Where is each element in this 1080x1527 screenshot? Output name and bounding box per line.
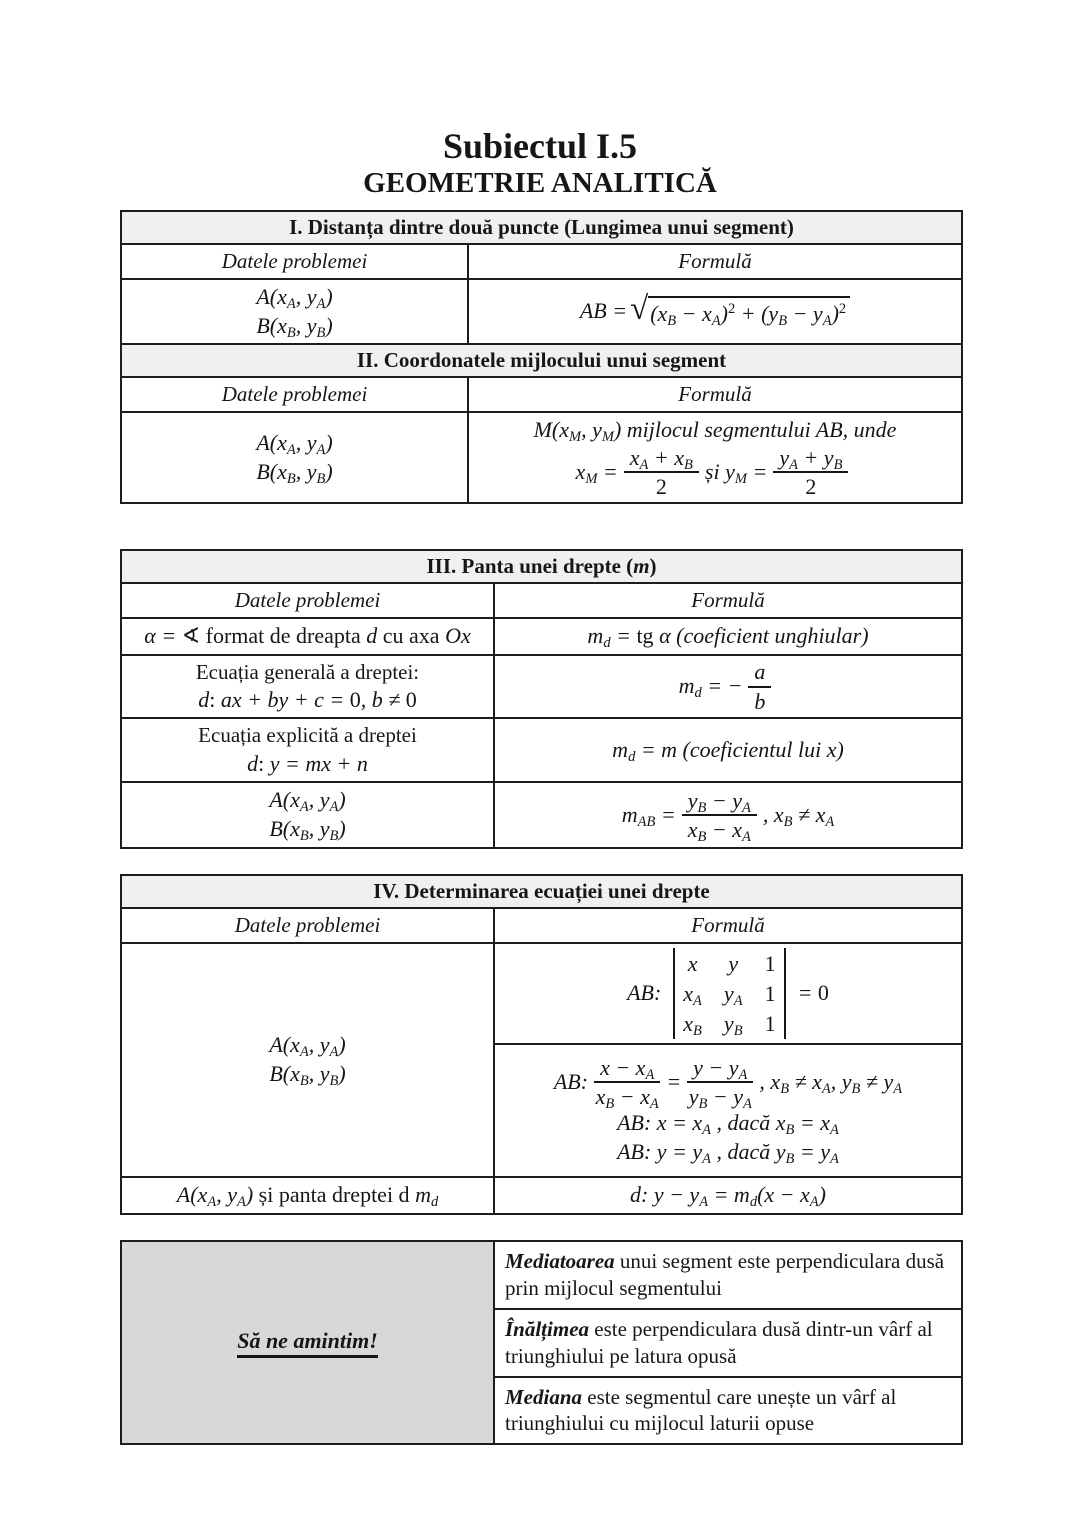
matrix-cell: $x_B$ [683, 1011, 702, 1039]
cell-explicit-equation-data [122, 719, 495, 781]
distance-formula [579, 290, 850, 329]
section-header-slope: III. Panta unei drepte ( m ) [122, 551, 961, 584]
x-ratio-fraction [594, 1055, 660, 1110]
general-equation: d: ax + by + c = 0, b ≠ 0 [198, 686, 417, 712]
cell-points-ab [122, 280, 469, 343]
ratio-conditions: , $x_B \ne x_A$, $y_B \ne y_A$ [759, 1068, 903, 1097]
md-lhs: $m_d$ = − [678, 673, 743, 701]
row-explicit-equation [122, 719, 961, 783]
cell-general-equation-data [122, 656, 495, 718]
point-a: $A(x_A$, $y_A$) [256, 284, 333, 312]
xm-lhs: $x_M$ = [575, 458, 618, 487]
xm-denominator: 2 [655, 474, 667, 500]
cell-points-ab [122, 413, 469, 502]
midpoint-definition: $M(x_M$, $y_M$) mijlocul segmentului AB, unde [533, 417, 897, 445]
cell-distance-formula [469, 280, 961, 343]
cell-angle-data [122, 619, 495, 654]
row-two-point-equation [122, 944, 961, 1178]
page-subtitle: GEOMETRIE ANALITICĂ [363, 167, 717, 199]
matrix-cell: $x_A$ [683, 981, 702, 1009]
table-slope [120, 549, 963, 849]
definition-text: Înălțimea este perpendiculara dusă dintr-un vârf al triunghiului pe latura opusă [505, 1316, 933, 1368]
determinant-subcell [495, 944, 961, 1043]
matrix-cell: y [728, 951, 739, 976]
explicit-equation: d: y = mx + n [247, 750, 368, 776]
equals-sign: = [666, 1068, 682, 1094]
section-header-line-equation: IV. Determinarea ecuației unei drepte [122, 876, 961, 909]
y-ratio-fraction [687, 1055, 753, 1110]
point-a: $A(x_A$, $y_A$) [269, 787, 346, 816]
fraction-numerator: $y - y_A$ [687, 1055, 753, 1083]
col-header-formula: Formulă [678, 249, 752, 273]
determinant-lhs: AB: [627, 980, 662, 1006]
column-header-row [122, 378, 961, 413]
definition-text: Mediana este segmentul care unește un vârf al triunghiului cu mijlocul laturii opuse [505, 1384, 897, 1436]
determinant-rhs: = 0 [797, 980, 829, 1006]
row-remember [122, 1242, 961, 1443]
fraction-numerator: $y_B - y_A$ [682, 788, 757, 816]
general-equation-label: Ecuația generală a dreptei: [195, 659, 420, 684]
column-header-row [122, 584, 961, 619]
point-a: $A(x_A$, $y_A$) [269, 1032, 346, 1061]
row-midpoint [122, 413, 961, 502]
fraction-denominator: b [754, 688, 766, 714]
cell-angle-formula [495, 619, 961, 654]
explicit-slope-formula: $m_d = m$ (coeficientul lui x) [612, 737, 844, 765]
cell-points-ab [122, 783, 495, 846]
cell-general-slope-formula [495, 656, 961, 718]
cell-line-equation-formulas [495, 944, 961, 1176]
col-header-formula: Formulă [678, 382, 752, 407]
point-b: $B(x_B$, $y_B$) [269, 815, 346, 844]
definition-text: Mediatoarea unui segment este perpendiculara dusă prin mijlocul segmentului [505, 1249, 945, 1300]
point-a: $A(x_A$, $y_A$) [256, 430, 333, 458]
two-point-slope-formula [622, 788, 834, 843]
fraction-numerator: a [748, 659, 771, 687]
explicit-equation-label: Ecuația explicită a dreptei [198, 723, 417, 748]
ratio-subcell [495, 1043, 961, 1176]
distance-lhs: AB = [579, 298, 628, 324]
cell-remember-title [122, 1242, 495, 1443]
cell-point-and-slope [122, 1178, 495, 1213]
mab-lhs: $m_{AB}$ = [621, 801, 676, 830]
cell-explicit-slope-formula [495, 719, 961, 781]
matrix-cell: $y_B$ [723, 1011, 743, 1039]
cell-definitions [495, 1242, 961, 1443]
row-general-equation [122, 656, 961, 720]
slope-condition: , $x_B \ne x_A$ [762, 801, 835, 830]
ym-fraction [773, 445, 848, 500]
matrix-cell: x [687, 951, 698, 976]
determinant-matrix [673, 948, 785, 1039]
col-header-datele-problemei: Datele problemei [122, 378, 469, 411]
sqrt-content: $(x_B - x_A)^2 + (y_B - y_A)^2$ [648, 296, 850, 329]
point-slope-data: $A(x_A$, $y_A$) și panta dreptei d $m_d$ [176, 1182, 439, 1210]
determinant-formula [627, 948, 829, 1039]
fraction-numerator: $x - x_A$ [594, 1055, 660, 1083]
slope-tangent-formula: $m_d$ = tg α (coeficient unghiular) [587, 623, 869, 651]
table-distance-and-midpoint [120, 210, 963, 504]
vertical-line-case: AB: $x = x_A$ , dacă $x_B = x_A$ [617, 1110, 839, 1139]
point-b: $B(x_B$, $y_B$) [269, 1061, 346, 1089]
angle-definition: α = ∢ format de dreapta d cu axa Ox [144, 623, 471, 648]
general-slope-formula [679, 659, 778, 714]
table-line-equation [120, 874, 963, 1215]
page-title: Subiectul I.5 [442, 126, 638, 166]
matrix-cell: $y_A$ [723, 981, 743, 1009]
ratio-formula [554, 1055, 902, 1110]
fraction-denominator: $x_B - x_A$ [595, 1084, 659, 1112]
cell-points-ab [122, 944, 495, 1176]
ym-numerator: $y_A + y_B$ [773, 445, 848, 473]
xm-numerator: $x_A + x_B$ [624, 445, 699, 473]
horizontal-line-case: AB: $y = y_A$ , dacă $y_B = y_A$ [617, 1138, 839, 1167]
definition-mediana [495, 1376, 961, 1444]
row-two-point-slope [122, 783, 961, 846]
ratio-lhs: AB: [553, 1068, 589, 1094]
ab-fraction [748, 659, 771, 714]
column-header-row [122, 909, 961, 944]
col-header-datele-problemei: Datele problemei [122, 584, 495, 617]
xm-fraction [624, 445, 699, 500]
definition-mediatoarea [495, 1242, 961, 1308]
remember-label: Să ne amintim! [237, 1328, 378, 1358]
col-header-datele-problemei: Datele problemei [122, 245, 469, 278]
fraction-denominator: $x_B - x_A$ [687, 816, 751, 845]
row-point-slope-equation [122, 1178, 961, 1213]
table-remember [120, 1240, 963, 1445]
matrix-cell: 1 [764, 951, 776, 976]
point-b: $B(x_B$, $y_B$) [256, 312, 333, 341]
radical-sign: √ [630, 290, 649, 327]
definition-inaltimea [495, 1308, 961, 1376]
slope-fraction [682, 788, 757, 843]
cell-two-point-slope-formula [495, 783, 961, 846]
cell-point-slope-formula [495, 1178, 961, 1213]
fraction-denominator: $y_B - y_A$ [688, 1084, 752, 1112]
midpoint-equations [576, 445, 855, 500]
ym-denominator: 2 [805, 474, 817, 500]
col-header-formula: Formulă [691, 913, 765, 937]
ym-lhs: și $y_M$ = [704, 458, 768, 487]
matrix-cell: 1 [764, 981, 776, 1007]
col-header-formula: Formulă [691, 588, 765, 612]
section-header-midpoint: II. Coordonatele mijlocului unui segment [122, 345, 961, 378]
row-distance [122, 280, 961, 345]
point-b: $B(x_B$, $y_B$) [256, 458, 333, 487]
cell-midpoint-formula [469, 413, 961, 502]
point-slope-formula: d: $y - y_A = m_d(x - x_A)$ [630, 1182, 826, 1210]
section-header-distance: I. Distanța dintre două puncte (Lungimea unui segment) [122, 212, 961, 245]
row-slope-angle [122, 619, 961, 656]
matrix-cell: 1 [764, 1011, 776, 1037]
sqrt-expression [630, 290, 850, 329]
col-header-datele-problemei: Datele problemei [122, 909, 495, 942]
column-header-row [122, 245, 961, 280]
